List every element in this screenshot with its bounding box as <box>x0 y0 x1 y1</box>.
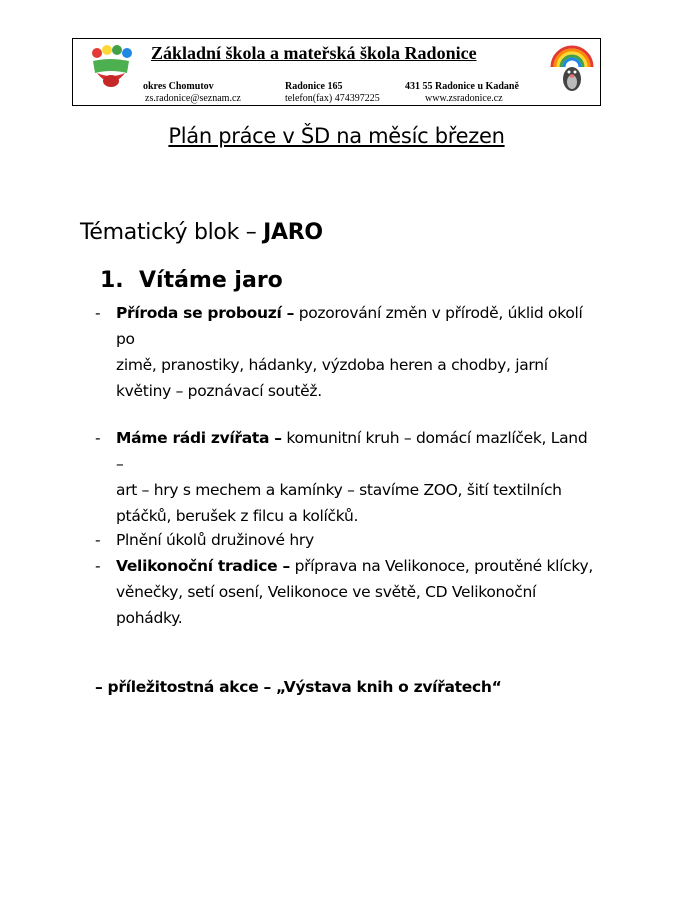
list-item <box>95 300 595 404</box>
block-name: JARO <box>263 220 323 245</box>
list-item <box>95 553 595 631</box>
bullet-dash: - <box>95 531 101 549</box>
item-line: pohádky. <box>116 609 183 627</box>
list-item <box>95 527 595 553</box>
list-item <box>95 425 595 529</box>
letterhead <box>72 38 601 106</box>
rainbow-mole-icon <box>550 41 594 93</box>
item-line: Plnění úkolů družinové hry <box>116 531 314 549</box>
section-title: Vítáme jaro <box>139 268 283 293</box>
page-title: Plán práce v ŠD na měsíc březen <box>168 124 505 148</box>
bullet-dash: - <box>95 429 101 447</box>
item-line: věnečky, setí osení, Velikonoce ve světě, CD Velikonoční <box>116 583 536 601</box>
item-title: Příroda se probouzí – <box>116 304 295 322</box>
bullet-dash: - <box>95 557 101 575</box>
district: okres Chomutov <box>143 81 214 92</box>
postal-address: 431 55 Radonice u Kadaně <box>405 81 519 92</box>
phone: telefon(fax) 474397225 <box>285 93 380 104</box>
bullet-dash: - <box>95 304 101 322</box>
item-line: komunitní kruh – domácí mazlíček, Land – <box>116 429 588 473</box>
school-name: Základní škola a mateřská škola Radonice <box>151 43 477 63</box>
email: zs.radonice@seznam.cz <box>145 93 241 104</box>
section-heading <box>100 268 283 293</box>
block-label: Tématický blok – <box>80 220 257 245</box>
website: www.zsradonice.cz <box>425 93 503 104</box>
section-number: 1. <box>100 268 124 293</box>
item-line: ptáčků, berušek z filcu a kolíčků. <box>116 507 359 525</box>
thematic-block-heading <box>80 220 323 245</box>
item-title: Velikonoční tradice – <box>116 557 290 575</box>
item-line: květiny – poznávací soutěž. <box>116 382 322 400</box>
item-line: art – hry s mechem a kamínky – stavíme ZOO, šití textilních <box>116 481 562 499</box>
item-line: pozorování změn v přírodě, úklid okolí po <box>116 304 583 348</box>
item-line: příprava na Velikonoce, proutěné klícky, <box>294 557 594 575</box>
occasional-event: – příležitostná akce – „Výstava knih o zvířatech“ <box>95 678 502 696</box>
item-title: Máme rádi zvířata – <box>116 429 282 447</box>
address: Radonice 165 <box>285 81 343 92</box>
school-logo-icon <box>87 43 135 93</box>
item-line: zimě, pranostiky, hádanky, výzdoba heren a chodby, jarní <box>116 356 548 374</box>
